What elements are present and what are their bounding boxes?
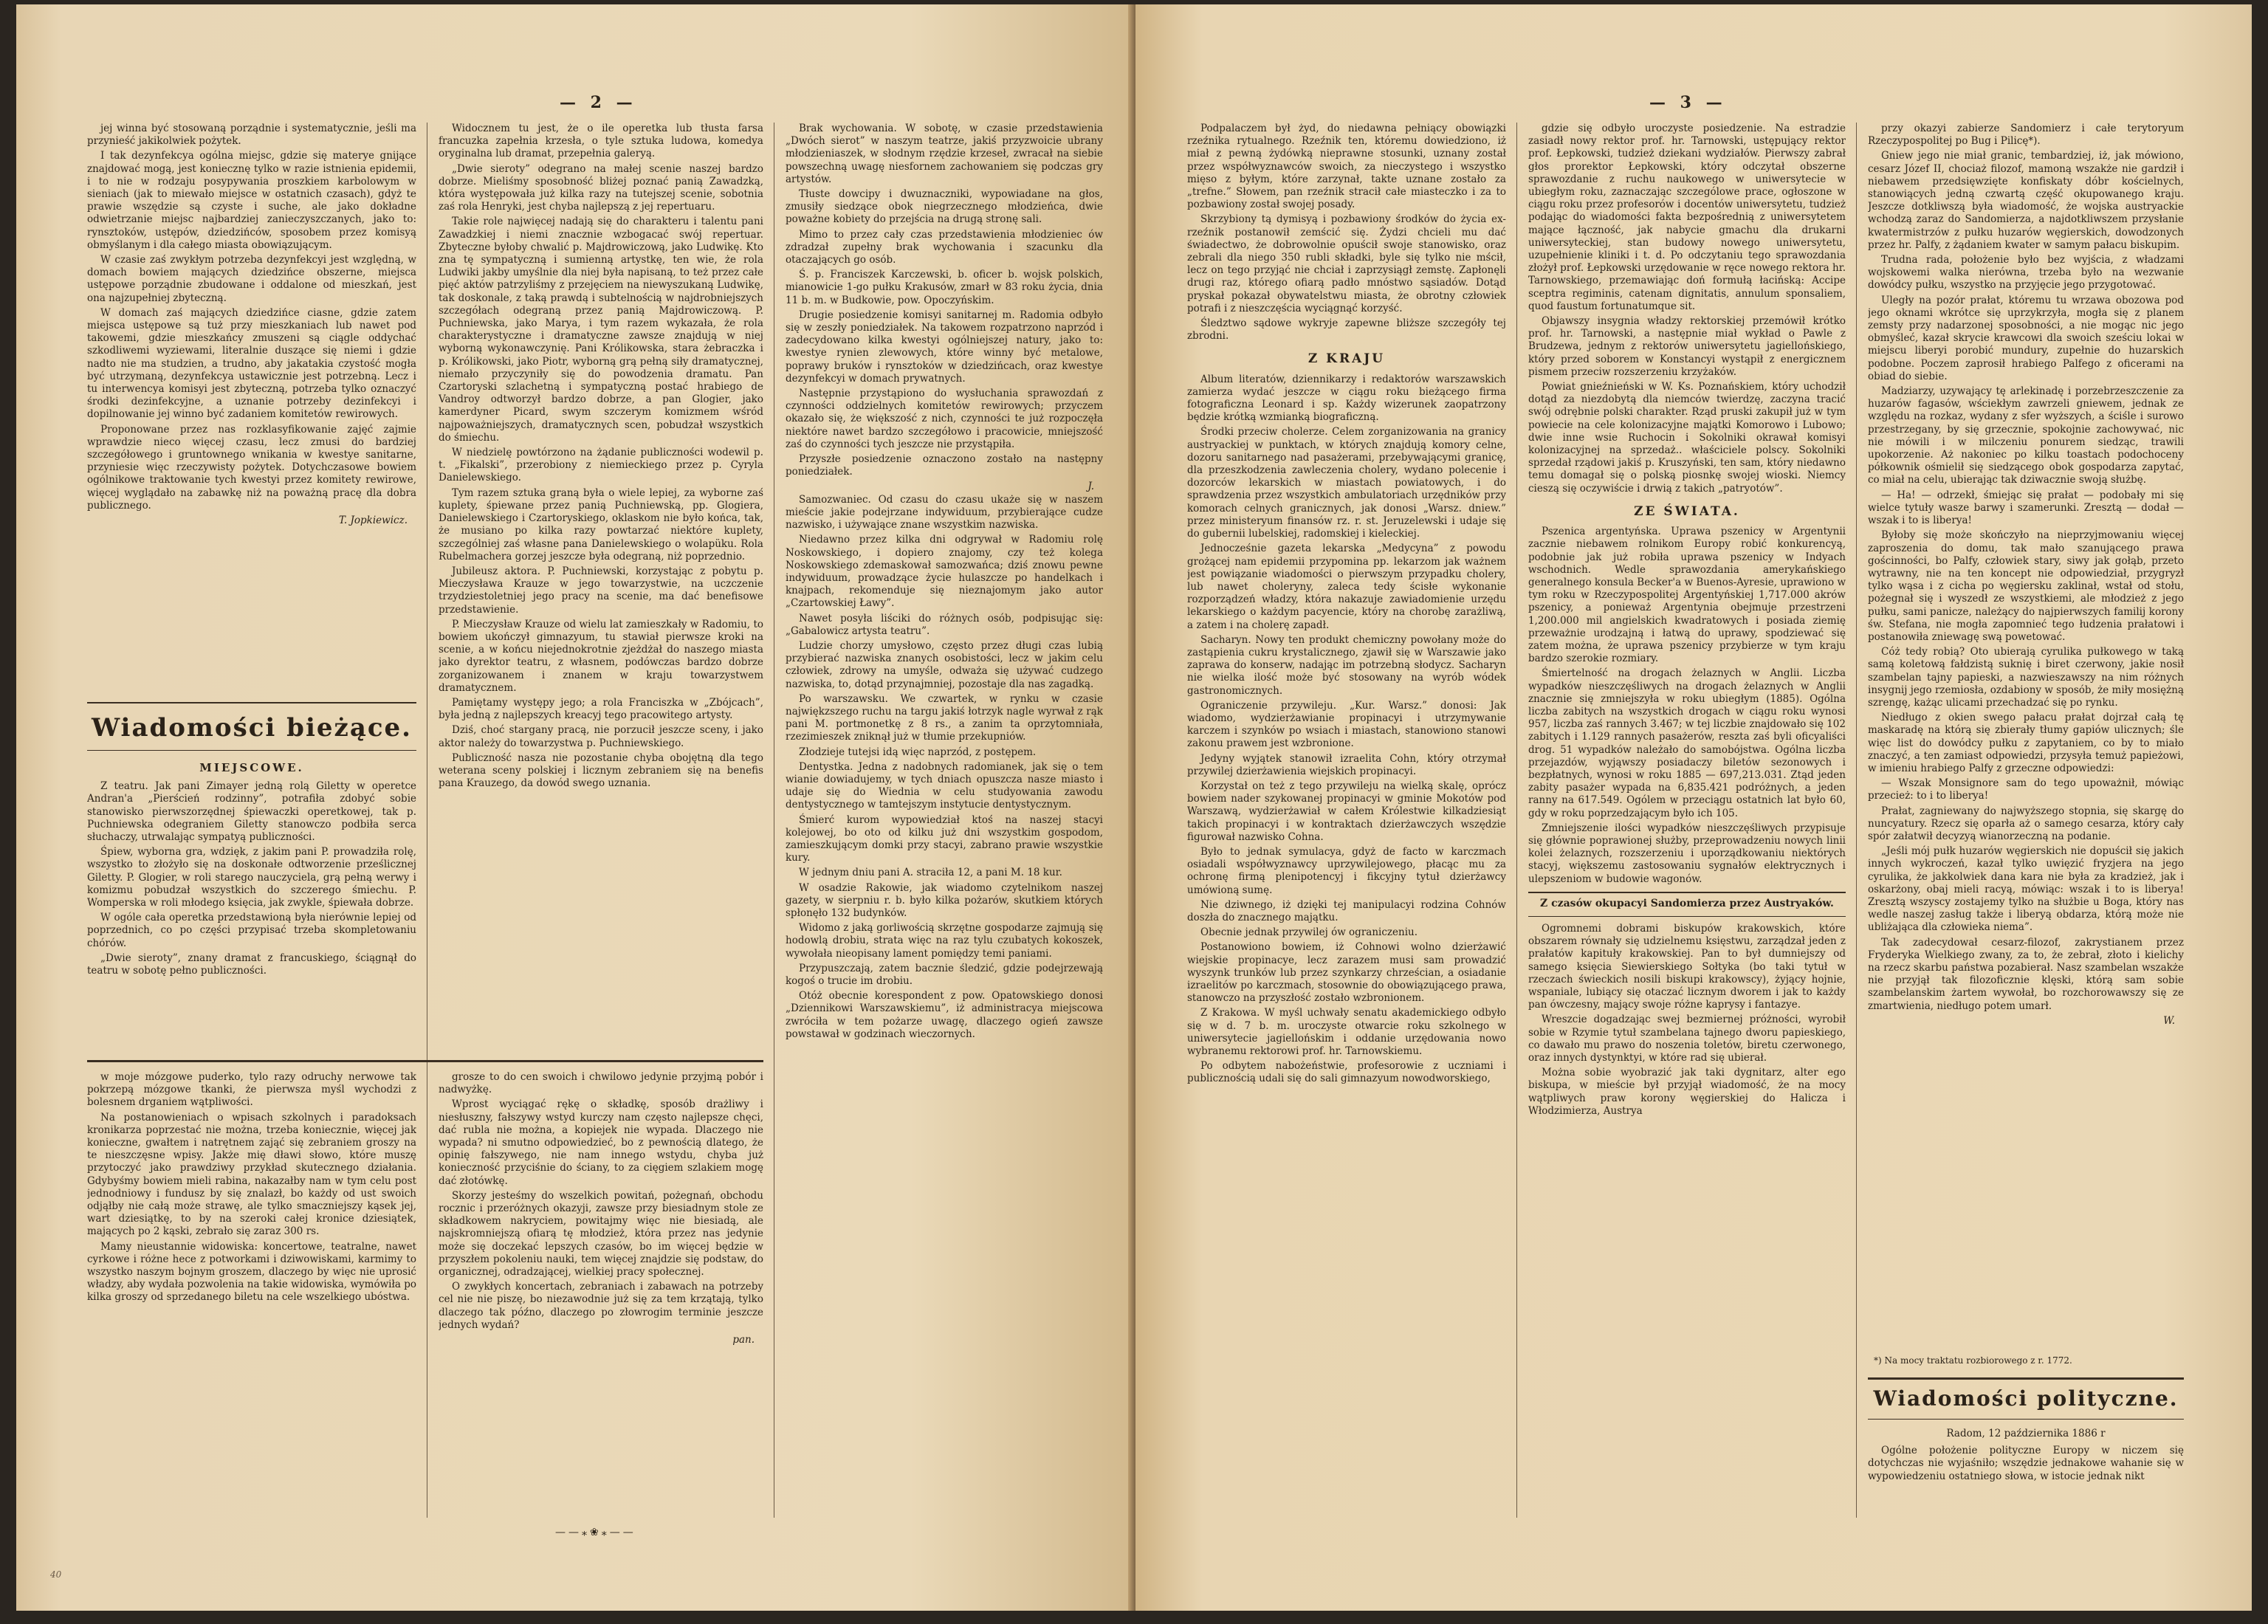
- paragraph: Uległy na pozór prałat, któremu tu wrzawa obozowa pod jego oknami wkrótce się uprzykrzyła, mogła się z planem zemsty przy nadarzonej sposobności, a nie mogąc nic jego obmyśleć, kazał skrycie krawcowi dla swoich sześciu lokai w miejscu liberyi porobić mundury, zupełnie do huzarskich podobne. Poczem zaprosił hrabiego Palfego z oficerami na obiad do siebie.: [1868, 294, 2184, 382]
- news-item: Album literatów, dziennikarzy i redaktorów warszawskich zamierza wydać jeszcze w ciągu roku bieżącego firma fotograficzna Leonard i sp. Każdy wizerunek zaopatrzony będzie krótką wzmianką biograficzną.: [1187, 373, 1506, 424]
- news-item: Dentystka. Jedna z nadobnych radomianek, jak się o tem wianie dowiadujemy, w tych dniach opuszcza nasze miasto i udaje się do Wiednia w celu studyowania zawodu dentystycznego w tamtejszym instytucie dentystycznym.: [786, 760, 1103, 811]
- news-item: Otóż obecnie korespondent z pow. Opatowskiego donosi „Dziennikowi Warszawskiemu”, iż administracya miejscowa zwróciła w tem pożarze uwagę, dlaczego ogień zawsze powstawał w godzinach wieczornych.: [786, 990, 1103, 1040]
- right-page: [1135, 4, 2252, 1611]
- divider: [87, 702, 416, 703]
- handwritten-note: 40: [50, 1569, 62, 1580]
- paragraph: Gniew jego nie miał granic, tembardziej, iż, jak mówiono, cesarz Józef II, chociaż filozof, mamoną wszakże nie gardził i niebawem przedsięwzięte konfiskaty dóbr kościelnych, stanowiących jedną czwartą część okupowanego kraju. Jeszcze dotkliwszą była wiadomość, że wojska austryackie wchodzą zaraz do Sandomierza, a najdotkliwszem przysłanie kwatermistrzów z pułku huzarów węgierskich, dowodzonych przez hr. Palfy, z żądaniem kwater w samym pałacu biskupim.: [1868, 150, 2184, 251]
- author-signature: pan.: [732, 1334, 755, 1346]
- section-heading-kraju: Z KRAJU: [1307, 351, 1386, 367]
- article-heading-okupacya: Z czasów okupacyi Sandomierza przez Austryaków.: [1540, 897, 1834, 909]
- news-item: Pszenica argentyńska. Uprawa pszenicy w Argentynii zacznie niebawem rolnikom Europy robić konkurencyą, podobnie jak już robiła uprawa pszenicy w Indyach wschodnich. Wedle sprawozdania amerykańskiego generalnego konsula Becker'a w Buenos-Ayresie, uprawiono w tym roku w Rzeczypospolitej Argentyńskiej 1,717.000 akrów pszenicy, a ponieważ Argentynia obejmuje przestrzeni 1,200.000 mil angielskich kwadratowych i posiada ziemię przeważnie urodzajną i łatwą do uprawy, spodziewać się zatem można, że uprawa pszenicy przybierze w tym kraju bardzo szerokie rozmiary.: [1528, 526, 1846, 665]
- news-item: Ograniczenie przywileju. „Kur. Warsz.” donosi: Jak wiadomo, wydzierżawianie propinacyi i utrzymywanie karczem i szynków po wsiach i miastach, stanowiono stanowi zakonu prawem jest wzbronione.: [1187, 699, 1506, 750]
- news-item: Śpiew, wyborna gra, wdzięk, z jakim pani P. prowadziła rolę, wszystko to złożyło się na doskonałe odtworzenie prześlicznej Giletty. P. Glogier, w roli starego nauczyciela, grą pełną werwy i komizmu pobudzał wszystkich do szczerego śmiechu. P. Womperska w roli młodego księcia, jak zwykle, śpiewała dobrze.: [87, 846, 416, 909]
- paragraph: grosze to do cen swoich i chwilowo jedynie przyjmą pobór i nadwyżkę.: [439, 1071, 763, 1096]
- section-title: Wiadomości bieżące.: [91, 713, 413, 743]
- paragraph: Powiat gnieźnieński w W. Ks. Poznańskiem, który uchodził dotąd za niezdobytą dla niemców twierdzę, zaczyna tracić swój odrębnie polski charakter. Rząd pruski zakupił już w tym powiecie na cele kolonizacyjne majątki Komorowo i Lubowo; dwie inne wsie Ruchocin i Sokolniki okrawał komisyi kolonizacyjnej na sprzedaż.. właściciele polscy. Sokolniki sprzedał rządowi jakiś p. Kruszyński, ten sam, który niedawno temu domagał się o polską piosnkę swojej wioski. Niemcy cieszą się oczywiście i drwią z takich „patryotów”.: [1528, 381, 1846, 495]
- right-col3: [1868, 123, 2184, 1348]
- news-item: Sacharyn. Nowy ten produkt chemiczny powołany może do zastąpienia cukru krystalicznego, zjawił się w Warszawie jako zaprawa do konserw, nadając im potrzebną słodycz. Sacharyn nie wielka ilość może być stosowany na wyrób wódek gastronomicznych.: [1187, 633, 1506, 697]
- column-rule: [1856, 123, 1857, 1518]
- left-page: [16, 4, 1133, 1611]
- paragraph: Niedługo z okien swego pałacu prałat dojrzał całą tę maskaradę na którą się zbierały tłumy gapiów ulicznych; śle więc list do dowódcy pułku z zapytaniem, co by to miało znaczyć, a ten zamiast odpowiedzi, przysyła temuż papieżowi, w imieniu hrabiego Palfy z grzeczne odpowiedzi:: [1868, 712, 2184, 774]
- news-item: Złodzieje tutejsi idą więc naprzód, z postępem.: [799, 746, 1037, 758]
- paragraph: jej winna być stosowaną porządnie i systematycznie, jeśli ma przynieść jakikolwiek pożytek.: [87, 123, 416, 148]
- news-item: „Dwie sieroty”, znany dramat z francuskiego, ściągnął do teatru w sobotę pełno publiczności.: [87, 952, 416, 977]
- news-item: Ś. p. Franciszek Karczewski, b. oficer b. wojsk polskich, mianowicie 1-go pułku Krakusów, zmarł w 83 roku życia, dnia 11 b. m. w Budkowie, pow. Opoczyńskim.: [786, 269, 1103, 306]
- paragraph: Objawszy insygnia władzy rektorskiej przemówił krótko prof. hr. Tarnowski, a następnie miał wykład o Pawle z Brudzewa, jednym z rektorów uniwersytetu jagiellońskiego, który przed soborem w Konstancyi wystąpił z energicznem pismem przeciw rozszerzeniu krzyżaków.: [1528, 315, 1846, 378]
- right-col3-polityczne: [1868, 1425, 2184, 1518]
- paragraph: „Dwie sieroty” odegrano na małej scenie naszej bardzo dobrze. Mieliśmy sposobność bliżej poznać panią Zawadzką, która występowała już kilka razy na tutejszej scenie, sobotnia zaś rola Henryki, jest chyba najlepszą z jej repertuaru.: [439, 162, 763, 213]
- divider: [1868, 1419, 2184, 1420]
- news-item: Środki przeciw cholerze. Celem zorganizowania na granicy austryackiej w punktach, w których znajdują komory celne, dozoru sanitarnego nad pasażerami, przebywającymi granicę, dla przeszkodzenia zawleczenia cholery, wydano polecenie i dozorców lekarskich w miastach powiatowych, i do sprawdzenia przez wszystkich ambulatoriach urzędników przy komorach celnych granicznych, jak donosi „Warsz. dniew.” przez ministeryum finansów rz. r. st. Jeruzelewski i udaje się do gubernii lubelskiej, radomskiej i kieleckiej.: [1187, 426, 1506, 540]
- news-item: Było to jednak symulacya, gdyż de facto w karczmach osiadali współwyznawcy uprzywilejowego, płacąc mu za ochronę firmą plenipotencyj i fikcyjny tytuł dzierżawcy umówioną sumę.: [1187, 845, 1506, 896]
- column-rule: [1516, 123, 1517, 1518]
- paragraph: Jubileusz aktora. P. Puchniewski, korzystając z pobytu p. Mieczysława Krauze w jego towarzystwie, na uczczenie trzydziestoletniej jego pracy na scenie, ma dać benefisowe przedstawienie.: [439, 565, 763, 616]
- paragraph: Śledztwo sądowe wykryje zapewne bliższe szczegóły tej zbrodni.: [1187, 317, 1506, 343]
- author-signature: T. Jopkiewicz.: [338, 515, 408, 527]
- paragraph: Proponowane przez nas rozklasyfikowanie zajęć zajmie wprawdzie nieco więcej czasu, lecz zmusi do bardziej szczegółowego i gruntownego wnikania w kwestye sanitarne, przyniesie więc rzeczywisty pożytek. Dotychczasowe bowiem ogólnikowe traktowanie tych kwestyi przez komitety rewirowe, więcej wyglądało na zabawkę niż na poważną pracę dla dobra publicznego.: [87, 423, 416, 512]
- news-item: Niedawno przez kilka dni odgrywał w Radomiu rolę Noskowskiego, i dopiero znajomy, czy też kolega Noskowskiego zdemaskował samozwańca; dziś znowu pewne indywiduum, prowadzące życie hulaszcze po handelkach i knajpach, rekomenduje się nieznajomym jako autor „Czartowskiej Ławy”.: [786, 534, 1103, 610]
- paragraph: w moje mózgowe puderko, tylo razy odruchy nerwowe tak pokrzepą mózgowe tkanki, że pierwsza myśl wychodzi z bolesnem drganiem wątpliwości.: [87, 1071, 416, 1109]
- paragraph: Skrzybiony tą dymisyą i pozbawiony środków do życia ex-rzeźnik postanowił zemścić się. Żydzi chcieli mu dać świadectwo, że dobrowolnie opuścił swoje stanowisko, oraz zebrali dla niego 350 rubli składki, byle się tylko nie mścił, lecz on tego przyjąć nie chciał i zaprzysiągł zemstę. Zapłonęli drugi raz, którego ofiarą padło mnóstwo sąsiadów. Dotąd pryskał pokazał obywatelstwu miasta, że obrotny człowiek potrafi i z nieszczęścia wyciągnąć korzyść.: [1187, 213, 1506, 314]
- news-item: Nie dziwnego, iż dzięki tej manipulacyi rodzina Cohnów doszła do znacznego majątku.: [1187, 898, 1506, 923]
- news-item: Następnie przystąpiono do wysłuchania sprawozdań z czynności oddzielnych komitetów rewirowych; przyczem okazało się, że większość z nich, czynności te już rozpoczęła niektóre nawet bardzo szczegółowo i pracowicie, mniejszość zaś do czynności tych jeszcze nie przystąpiła.: [786, 388, 1103, 450]
- ornament: ——⁎❀⁎——: [555, 1527, 636, 1538]
- news-item: Drugie posiedzenie komisyi sanitarnej m. Radomia odbyło się w zeszły poniedziałek. Na takowem rozpatrzono naprzód i zadecydowano kilka kwestyi ogólniejszej natury, jako to: kwestye rynien zlewowych, które winny być metalowe, poprawy bruków i rynsztoków w dziedzińcach, oraz kwestye dezynfekcyi w domach prywatnych.: [786, 309, 1103, 385]
- page-number: — 2 —: [560, 93, 637, 112]
- paragraph: Widocznem tu jest, że o ile operetka lub tłusta farsa francuzka zapełnia krzesła, o tyle sztuka ludowa, komedya oryginalna lub dramat, przepełnia galeryą.: [439, 123, 763, 160]
- news-item: Po warszawsku. We czwartek, w rynku w czasie najwiękzszego ruchu na targu jakiś łotrzyk nagle wyrwał z rąk pani M. portmonetkę z 8 rs., a zanim ta oprzytomniała, rzezimieszek zniknął już w tłumie przekupniów.: [786, 692, 1103, 743]
- news-item: W jednym dniu pani A. straciła 12, a pani M. 18 kur.: [799, 867, 1062, 879]
- news-item: Postanowiono bowiem, iż Cohnowi wolno dzierżawić wiejskie propinacye, lecz zarazem musi sam prowadzić wyszynk trunków lub przez szynkarzy chrześcian, a osiadanie izraelitów po karczmach, stosownie do obowiązującego prawa, stanowczo na przyszłość zostało wzbronionem.: [1187, 941, 1506, 1005]
- paragraph: Podpalaczem był żyd, do niedawna pełniący obowiązki rzeźnika rytualnego. Rzeźnik ten, któremu dowiedziono, iż miał z pewną żydówką nieprawne stosunki, uznany został przez współwyznawców swoich, za nieczystego i wszystko mięso z byłym, które zarzynał, takte uznane zostało za „trefne.” Słowem, pan rzeźnik stracił całe miasteczko i za to pozbawiony został swojej posady.: [1187, 123, 1506, 211]
- right-col2: [1528, 123, 1846, 1518]
- paragraph: Ogromnemi dobrami biskupów krakowskich, które obszarem równały się udzielnemu księstwu, zarządzał jeden z prałatów kapituły krakowskiej. Pan to był dumniejszy od samego księcia Siewierskiego Sołtyka (bo taki tytuł w rzeczach świeckich nosili biskupi krakowscy), żyjący hojnie, wspaniale, lubiący się otaczać licznym dworem i jak to każdy pan ówczesny, mający swoje różne kaprysy i fantazye.: [1528, 922, 1846, 1011]
- divider: [87, 750, 416, 751]
- news-item: Zmniejszenie ilości wypadków nieszczęśliwych przypisuje się głównie poprawionej służby, przeprowadzeniu nowych linii kolei żelaznych, rozszerzeniu i uporządkowaniu niektórych stacyj, większemu zastosowaniu sygnałów elektrycznych i ulepszeniom w budowie wagonów.: [1528, 822, 1846, 885]
- divider: [1528, 916, 1846, 917]
- news-item: Samozwaniec. Od czasu do czasu ukaże się w naszem mieście jakie podejrzane indywiduum, przybierające cudze nazwisko, i używające znane wszystkim nazwiska.: [786, 493, 1103, 531]
- left-lower-col1: [87, 1071, 416, 1518]
- news-item: W ogóle cała operetka przedstawioną była nierównie lepiej od poprzednich, co po części przypisać trzeba skompletowaniu chórów.: [87, 912, 416, 949]
- news-item: Jedyny wyjątek stanowił izraelita Cohn, który otrzymał przywilej dzierżawienia wiejskich propinacyi.: [1187, 752, 1506, 777]
- paragraph: Skorzy jesteśmy do wszelkich powitań, pożegnań, obchodu rocznic i przeróżnych okazyji, zawsze przy biesiadnym stole ze składkowem nakryciem, powitajmy więc nie biesiadą, ale najskromniejszą ofiarą tę młodzież, która przez nas jedynie może się doczekać lepszych czasów, bo im więcej będzie w przyszłem pokoleniu nauki, tem więcej znajdzie się podstaw, do organicznej, odradzającej, wielkiej pracy społecznej.: [439, 1189, 763, 1279]
- left-lower-col2: [439, 1071, 763, 1518]
- paragraph: Mamy nieustannie widowiska: koncertowe, teatralne, nawet cyrkowe i różne hece z potworkami i dziwowiskami, karmimy to wszystko naszym bojnym groszem, dlaczego by więc nie uprosić władzy, aby wydała pozwolenia na takie widowiska, wymówiła po kilka groszy od sprzedanego biletu na cele wszelkiego ubóstwa.: [87, 1240, 416, 1304]
- news-item: Śmiertelność na drogach żelaznych w Anglii. Liczba wypadków nieszczęśliwych na drogach żelaznych w Anglii znacznie się zmniejszyła w roku ubiegłym (1885). Ogólna liczba zabitych na wszystkich drogach w ciągu roku wynosi 957, liczba zaś rannych 3.467; w tej liczbie znajdowało się 102 zabitych i 1.129 rannych pasażerów, reszta zaś byli oficyaliści drog. 51 wypadków należało do samobójstwa. Ogólna liczba przejazdów, wyjąwszy posiadaczy biletów sezonowych i bezpłatnych, wynosi w roku 1885 — 697,213.031. Ztąd jeden zabity pasażer wypada na 6,835.421 podróżnych, a jeden ranny na 617.549. Ogólem w przeciągu ostatnich lat było 60, gdy w roku poprzedzającym było ich 105.: [1528, 667, 1846, 819]
- right-col1: [1187, 123, 1506, 1518]
- paragraph: Dziś, choć stargany pracą, nie porzucił jeszcze sceny, i jako aktor należy do towarzystwa p. Puchniewskiego.: [439, 724, 763, 749]
- author-signature: J.: [1087, 481, 1094, 493]
- news-item: Mimo to przez cały czas przedstawienia młodzieniec ów zdradzał zupełny brak wychowania i szacunku dla otaczających go osób.: [786, 228, 1103, 266]
- divider: [1868, 1377, 2184, 1380]
- news-item: Obecnie jednak przywilej ów ograniczeniu.: [1200, 926, 1418, 939]
- paragraph: Byłoby się może skończyło na nieprzyjmowaniu więcej zaproszenia do domu, tak mało szanującego prawa gościnności, bo Palfy, człowiek stary, siwy jak gołąb, przeto wytrawny, nie na ten koncept nie odpowiedział, przygryzł tylko wąsa i z cicha po węgiersku zaklinał, wstał od stołu, pożegnał się i wyszedł ze wszystkiemi, ale młodzież z jego pułku, sami panicze, należący do najpierwszych familij korony św. Stefana, nie mogła zapomnieć tego łudzenia prałatowi i postanowiła zniewagę swą powetować.: [1868, 529, 2184, 643]
- left-col1-top: [87, 123, 416, 665]
- paragraph: — Wszak Monsignore sam do tego upoważnił, mówiąc przecież: to i to liberya!: [1868, 777, 2184, 802]
- paragraph: Wreszcie dogadzając swej bezmiernej próżności, wyrobił sobie w Rzymie tytuł szambelana tajnego dworu papieskiego, co dawało mu prawo do noszenia toletów, biretu czerwonego, oraz innych dystynktyi, w które rad się ubierał.: [1528, 1014, 1846, 1064]
- section-heading-swiata: ZE ŚWIATA.: [1634, 503, 1740, 519]
- paragraph: I tak dezynfekcya ogólna miejsc, gdzie się materye gnijące znajdować mogą, jest koniecznę tylko w razie istnienia epidemii, i to nie w rodzaju posypywania proszkiem karbolowym w sieniach (jak to miewało miejsce w ostatnich czasach), gdyż te prawie wszędzie są czyste i suche, ale jako dokładne odwietrzanie miejsc najbardziej zanieczyszczanych, jako to: rynsztoków, ustępów, dziedzińców, sposobem przez komisyą obmyślanym i dla całego miasta obowiązującym.: [87, 150, 416, 251]
- paragraph: Prałat, zagniewany do najwyższego stopnia, się skargę do nuncyatury. Rzecz się oparła aż o samego cesarza, który cały spór załatwił decyzyą wianorzeczną na podanie.: [1868, 805, 2184, 842]
- news-item: W osadzie Rakowie, jak wiadomo czytelnikom naszej gazety, w sierpniu r. b. było kilka pożarów, skutkiem których spłonęło 132 budynków.: [786, 881, 1103, 919]
- news-item: Po odbytem nabożeństwie, profesorowie z uczniami i publicznością udali się do sali gimnazyum nowodworskiego,: [1187, 1060, 1506, 1085]
- divider: [1528, 892, 1846, 893]
- paragraph: O zwykłych koncertach, zebraniach i zabawach na potrzeby cel nie nie piszę, bo niezawodnie już się za tem krzątają, tylko dlaczego tak późno, dlaczego po złowrogim terminie jeszcze jednych wydań?: [439, 1281, 763, 1331]
- paragraph: W domach zaś mających dziedzińce ciasne, gdzie zatem miejsca ustępowe są tuż przy mieszkaniach lub nawet pod takowemi, gdzie mieszkańcy zmuszeni są ciągle oddychać szkodliwemi wyziewami, literalnie duszące się niemi i gdzie nadto nie ma studzien, a trudno, aby jakatakia czystość mogła być utrzymaną, dezynfekcya ustawicznie jest potrzebną. Lecz i tu interwencya komisyi jest zbyteczną, potrzeba tylko oznaczyć środki dezinfekcyjne, a uznanie potrzeby dezinfekcyi i dopilnowanie jej winno być zadaniem komitetów rewirowych.: [87, 306, 416, 421]
- news-item: Nawet posyła liściki do różnych osób, podpisując się: „Gabalowicz artysta teatru”.: [786, 612, 1103, 637]
- page-number: — 3 —: [1649, 93, 1727, 112]
- news-item: Z teatru. Jak pani Zimayer jedną rolą Giletty w operetce Andran'a „Pierścień rodzinny”, potrafiła zdobyć sobie stanowisko pierwszorzędnej śpiewaczki operetkowej, tak p. Puchniewska odegraniem Giletty stanowczo podbiła serca słuchaczy, utrwalając sympatyą publiczności.: [87, 780, 416, 844]
- news-item: Korzystał on też z tego przywileju na wielką skalę, oprócz bowiem nader szykowanej propinacyi w gminie Mokotów pod Warszawą, wydzierżawiał w całem Królestwie kilkadziesiąt takich propinacyi i w kontraktach dzierżawczych wszędzie figurował nazwisko Cohna.: [1187, 780, 1506, 843]
- paragraph: — Ha! — odrzekł, śmiejąc się prałat — podobały mi się wielce tytuły wasze barwy i szamerunki. Zresztą — dodał — wszak i to is liberya!: [1868, 489, 2184, 527]
- news-item: Z Krakowa. W myśl uchwały senatu akademickiego odbyło się w d. 7 b. m. uroczyste otwarcie roku szkolnego w uniwersytecie jagiellońskim i oddanie urzędowania nowo wybranemu rektorowi prof. hr. Tarnowskiemu.: [1187, 1007, 1506, 1058]
- paragraph: Pamiętamy występy jego; a rola Franciszka w „Zbójcach”, była jedną z najlepszych kreacyj tego pracowitego artysty.: [439, 696, 763, 722]
- paragraph: „Jeśli mój pułk huzarów węgierskich nie dopuścił się jakich innych wykroczeń, kazał tylko uwięzić fryzjera na jego cyrulika, że jakkolwiek dana kara nie była za kradzież, jak i oskarżony, obaj mieli racyą, mówiąc: wszak i to is liberya! Zresztą wszyscy zostajemy tylko na służbie u Boga, który nas wedle naszej zasług także i liberyą obdarza, którą może nie ubliżająca dla człowieka niema”.: [1868, 845, 2184, 934]
- left-col3: [786, 123, 1103, 1518]
- paragraph: Madziarzy, uzywający tę arlekinadę i porzebrzeszczenie za huzarów fagasów, wściekłym zawrzeli gniewem, jednak ze względu na rozkaz, wydany z sfer wyższych, a ściśle i surowo przestrzegany, by się grzecznie, spokojnie zachowywać, nic nie mówili i w milczeniu ponurem siedząc, trawili upokorzenie. Aż nakoniec po kilku toastach podochoceny półkownik ośmielił się siedzącego obok gospodarza zapytać, co miał na celu, ubierając tak dziwacznie swoją służbę.: [1868, 385, 2184, 486]
- paragraph: Trudna rada, położenie było bez wyjścia, z władzami wojskowemi walka nierówna, trzeba było na wezwanie dowódcy pułku, wszystko na przyjęcie jego przygotować.: [1868, 254, 2184, 292]
- paragraph: P. Mieczysław Krauze od wielu lat zamieszkały w Radomiu, to bowiem ukończył gimnazyum, tu stawiał pierwsze kroki na scenie, a w końcu niejednokrotnie zjeżdżał do naszego miasta jako dyrektor teatru, z własnem, podówczas bardzo dobrze zorganizowanem i znanem w kraju towarzystwem dramatycznem.: [439, 618, 763, 694]
- paragraph: Ogólne położenie polityczne Europy w niczem się dotychczas nie wyjaśniło; wszędzie jednakowe wahanie się w wypowiedzeniu ostatniego słowa, w istocie jednak nikt: [1868, 1445, 2184, 1482]
- news-item: Widomo z jaką gorliwością skrzętne gospodarze zajmują się hodowlą drobiu, strata więc na raz tylu czubatych kokoszek, wywołała nieopisany lament pomiędzy temi paniami.: [786, 922, 1103, 960]
- footnote: *) Na mocy traktatu rozbiorowego z r. 1772.: [1874, 1355, 2072, 1366]
- paragraph: Można sobie wyobrazić jak taki dygnitarz, alter ego biskupa, w mieście był przyjął wiadomość, że na mocy wątpliwych praw korony węgierskiej do Halicza i Włodzimierza, Austrya: [1528, 1067, 1846, 1117]
- left-col2-top: [439, 123, 763, 1049]
- paragraph: Cóż tedy robią? Oto ubierają cyrulika pułkowego w taką samą koletową fałdzistą suknię i biret czerwony, jakie nosił szambelan tajny papieski, a nazwieszawszy na nim różnych insygnij jego rzemiosła, ozdabiony w sposób, że miły mosiężną szrengę, każąc ulicami przechadzać się po rynku.: [1868, 646, 2184, 709]
- paragraph: Wprost wyciągać rękę o składkę, sposób drażliwy i niesłuszny, fałszywy wstyd kurczy nam często najlepsze chęci, dać rubla nie można, a kopiejek nie wypada. Dlaczego nie wypada? ni smutno odpowiedzieć, bo z pewnością dlatego, że opinię fałszywego, nie nam innego wstydu, chyba już konieczność przyciśnie do ściany, to za cięgiem szlakiem mogę dać złotówkę.: [439, 1098, 763, 1187]
- dateline: Radom, 12 października 1886 r: [1946, 1428, 2106, 1439]
- news-item: Jednocześnie gazeta lekarska „Medycyna” z powodu grożącej nam epidemii przypomina pp. lekarzom jak ważnem jest powiązanie wiadomości o pierwszym przypadku cholery, lub nawet choleryny, zaleca tedy ścisłe wykonanie rozporządzeń władzy, która nakazuje zawiadomienie urzędu lekarskiego o każdym pacyencie, który na chorobę zarażliwą, a zatem i na cholerę zapadł.: [1187, 543, 1506, 631]
- paragraph: Tym razem sztuka graną była o wiele lepiej, za wyborne zaś kuplety, śpiewane przez panią Puchniewską, pp. Glogiera, Danielewskiego i Czartoryskiego, oklaskom nie było końca, tak, że musiano po kilka razy powtarzać niektóre kuplety, szczególniej zaś własne pana Danielewskiego o wolapüku. Rola Rubelmachera gorzej jeszcze była odegraną, niż poprzednio.: [439, 486, 763, 562]
- left-col1-news: [87, 757, 416, 1049]
- paragraph: W czasie zaś zwykłym potrzeba dezynfekcyi jest względną, w domach bowiem mających dziedzińce obszerne, miejsca ustępowe porządnie zbudowane i oddalone od mieszkań, jest ona najzupełniej zbyteczną.: [87, 254, 416, 304]
- paragraph: W niedzielę powtórzono na żądanie publiczności wodewil p. t. „Fikalski”, przerobiony z niemieckiego przez p. Cyryla Danielewskiego.: [439, 447, 763, 484]
- paragraph: gdzie się odbyło uroczyste posiedzenie. Na estradzie zasiadł nowy rektor prof. hr. Tarnowski, ustępujący rektor prof. Łepkowski, tudzież dziekani wydziałów. Pierwszy zabrał głos prorektor Łepkowski, który odczytał obszerne sprawozdanie z ruchu naukowego w uniwersytecie w ubiegłym roku, zaznaczając szczególowe prace, ogłoszone w ciągu roku przez profesorów i docentów uniwersytetu, tudzież podając do wiadomości fakta bezpośrednią z uniwersytetem mające łączność, jak nabycie gmachu dla drukarni uniwersyteckiej, stan budowy nowego uniwersytetu, uzupełnienie kliniki i t. d. Po odczytaniu tego sprawozdania złożył prof. Łepkowski urzędowanie w ręce nowego rektora hr. Tarnowskiego, przemawiając doń formułą łacińską: Accipe sceptra regiminis, catenam dignitatis, annulum sponsaliem, quod faustum fortunatumque sit.: [1528, 123, 1846, 312]
- paragraph: Takie role najwięcej nadają się do charakteru i talentu pani Zawadzkiej i niemi znacznie wzbogacać swój repertuar. Zbyteczne byłoby chwalić p. Majdrowiczową, jako Ludwikę. Kto zna tę sympatyczną i sumienną artystkę, ten wie, że rola Ludwiki jakby umyślnie dla niej była napisaną, to też przez całe pięć aktów patrzyliśmy z przejęciem na niewyszukaną Ludwikę, tak doskonale, z taką prawdą i subtelnością w najdrobniejszych szczegółach odegraną przez panią Majdrowiczową. P. Puchniewska, jako Marya, i tym razem wykazała, że rola charakterystyczne i dramatyczne zawsze znajdują w niej wyborną wykonawczynię. Pani Królikowska, stara żebraczka i p. Królikowski, jako Piotr, wyborną grą pełną siły dramatycznej, niemało przyczyniły się do powodzenia dramatu. Pan Czartoryski szlachetną i sympatyczną postać hrabiego de Vandroy odtworzył bardzo dobrze, a pan Glogier, jako kamerdyner Picard, swym szczerym komizmem wśród najpoważniejszych, dramatycznych scen, pobudzał wszystkich do śmiechu.: [439, 216, 763, 444]
- author-signature: W.: [2163, 1014, 2175, 1027]
- newspaper-spread: [16, 4, 2252, 1611]
- feuilleton-divider: [87, 1060, 763, 1062]
- section-title-polityczne: Wiadomości polityczne.: [1873, 1386, 2179, 1411]
- news-item: Śmierć kurom wypowiedział ktoś na naszej stacyi kolejowej, bo oto od kilku już dni wszystkim gospodom, zamieszkującym domki przy stacyi, zabrano prawie wszystkie kury.: [786, 813, 1103, 864]
- section-subtitle: MIEJSCOWE.: [199, 761, 304, 774]
- paragraph: Na postanowieniach o wpisach szkolnych i paradoksach kronikarza poprzestać nie można, trzeba koniecznie, więcej jak konieczne, gwałtem i natrętnem zająć się zebraniem groszy na te nieszczęsne wpisy. Jakże mię dławi słowo, które muszę przytoczyć jako prawdziwy przykład skutecznego działania. Gdybyśmy bowiem mieli rabina, nakazałby nam w tym celu post jednodniowy i fundusz by się znalazł, bo każdy od ust swoich odjąłby nie całą może strawę, ale tylko smaczniejszy kąsek jej, wart dziesiątkę, to by na szeroki całej kronice dziesiątek, mających po 2 kąski, zebrało się zaraz 300 rs.: [87, 1111, 416, 1238]
- news-item: Ludzie chorzy umysłowo, często przez długi czas lubią przybierać nazwiska znanych osobistości, lecz w jakim celu człowiek, zdrowy na umyśle, odważa się używać cudzego nazwiska, to, dotąd przynajmniej, pozostaje dla nas zagadką.: [786, 639, 1103, 690]
- paragraph: Publiczność nasza nie pozostanie chyba obojętną dla tego weterana sceny polskiej i licznym zebraniem się na benefis pana Krauzego, da dowód swego uznania.: [439, 751, 763, 790]
- news-item: Przyszłe posiedzenie oznaczono zostało na następny poniedziałek.: [786, 453, 1103, 478]
- paragraph: przy okazyi zabierze Sandomierz i całe terytoryum Rzeczypospolitej po Bug i Pilicę*).: [1868, 123, 2184, 148]
- news-item: Przypuszczają, zatem bacznie śledzić, gdzie podejrzewają kogoś o trucie im drobiu.: [786, 962, 1103, 987]
- news-item: Brak wychowania. W sobotę, w czasie przedstawienia „Dwóch sierot” w naszym teatrze, jakiś przyzwoicie ubrany młodzieniaszek, w słodnym rzędzie krzeseł, zwracał na siebie powszechną uwagę niesfornem zachowaniem się podczas gry artystów.: [786, 123, 1103, 185]
- news-item: Tłuste dowcipy i dwuznaczniki, wypowiadane na głos, zmusiły siedzące obok niegrzecznego młodzieńca, dwie poważne kobiety do przejścia na drugą stronę sali.: [786, 188, 1103, 226]
- paragraph: Tak zadecydował cesarz-filozof, zakrystianem przez Fryderyka Wielkiego zwany, za to, że zebrał, złoto i kielichy na rzecz skarbu państwa pozabierał. Nasz szambelan wszakże nie przyjął tak filozoficznie klęski, którą sam sobie szambelanskim żartem wywołał, bo rozchorowawszy się ze zmartwienia, niedługo potem umarł.: [1868, 936, 2184, 1012]
